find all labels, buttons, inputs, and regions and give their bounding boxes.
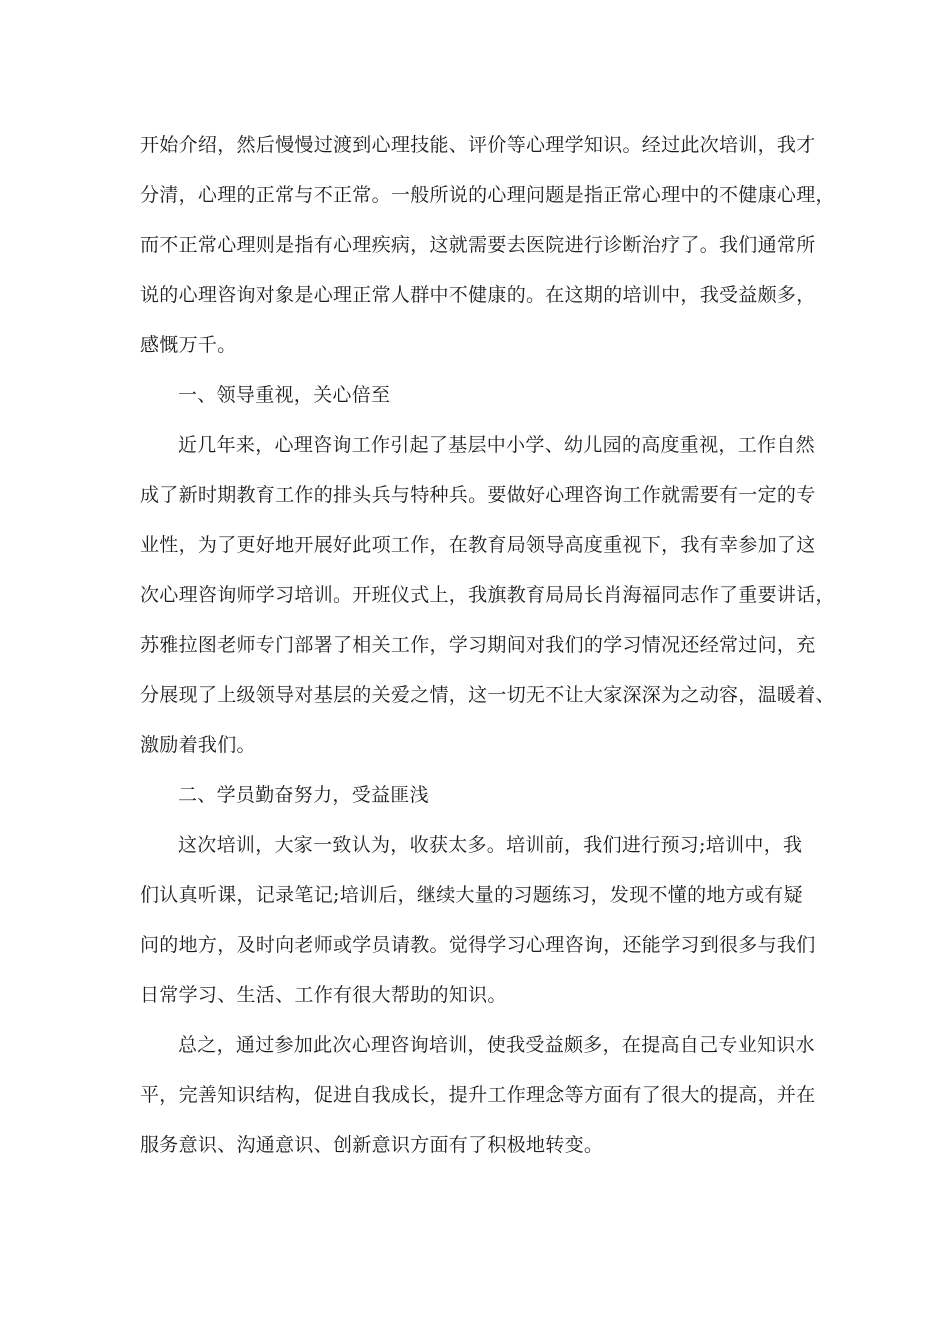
paragraph-line: 次心理咨询师学习培训。开班仪式上，我旗教育局局长肖海福同志作了重要讲话， — [140, 584, 835, 606]
paragraph-line: 问的地方，及时向老师或学员请教。觉得学习心理咨询，还能学习到很多与我们 — [140, 934, 816, 956]
paragraph-line: 苏雅拉图老师专门部署了相关工作，学习期间对我们的学习情况还经常过问，充 — [140, 634, 816, 656]
paragraph-line: 成了新时期教育工作的排头兵与特种兵。要做好心理咨询工作就需要有一定的专 — [140, 484, 816, 506]
section-heading: 一、领导重视，关心倍至 — [178, 384, 391, 406]
paragraph-line: 日常学习、生活、工作有很大帮助的知识。 — [140, 984, 507, 1006]
paragraph-line: 服务意识、沟通意识、创新意识方面有了积极地转变。 — [140, 1134, 604, 1156]
paragraph-line: 分清，心理的正常与不正常。一般所说的心理问题是指正常心理中的不健康心理， — [140, 184, 835, 206]
paragraph-line: 感慨万千。 — [140, 334, 237, 356]
paragraph-line: 说的心理咨询对象是心理正常人群中不健康的。在这期的培训中，我受益颇多， — [140, 284, 816, 306]
paragraph-line: 总之，通过参加此次心理咨询培训，使我受益颇多，在提高自己专业知识水 — [178, 1034, 815, 1056]
paragraph-line: 业性，为了更好地开展好此项工作，在教育局领导高度重视下，我有幸参加了这 — [140, 534, 816, 556]
paragraph-line: 分展现了上级领导对基层的关爱之情，这一切无不让大家深深为之动容，温暖着、 — [140, 684, 835, 706]
paragraph-line: 激励着我们。 — [140, 734, 256, 756]
paragraph-line: 们认真听课，记录笔记;培训后，继续大量的习题练习，发现不懂的地方或有疑 — [140, 884, 803, 906]
section-heading: 二、学员勤奋努力，受益匪浅 — [178, 784, 429, 806]
paragraph-line: 近几年来，心理咨询工作引起了基层中小学、幼儿园的高度重视，工作自然 — [178, 434, 815, 456]
paragraph-line: 平，完善知识结构，促进自我成长，提升工作理念等方面有了很大的提高，并在 — [140, 1084, 816, 1106]
paragraph-line: 开始介绍，然后慢慢过渡到心理技能、评价等心理学知识。经过此次培训，我才 — [140, 134, 816, 156]
paragraph-line: 而不正常心理则是指有心理疾病，这就需要去医院进行诊断治疗了。我们通常所 — [140, 234, 816, 256]
paragraph-line: 这次培训，大家一致认为，收获太多。培训前，我们进行预习;培训中，我 — [178, 834, 803, 856]
